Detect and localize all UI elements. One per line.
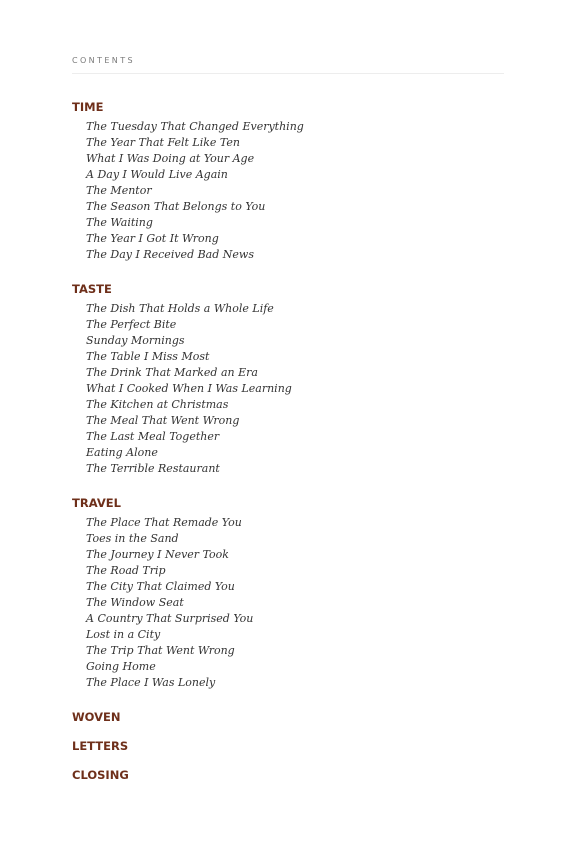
toc-entry[interactable]: The Terrible Restaurant [86,462,220,475]
toc-entry[interactable]: The Road Trip [86,564,166,577]
toc-entry[interactable]: The Table I Miss Most [86,350,210,363]
toc-entry[interactable]: The City That Claimed You [86,580,235,593]
toc-entry[interactable]: Eating Alone [86,446,158,459]
toc-entry[interactable]: The Place I Was Lonely [86,676,216,689]
section-title[interactable]: TRAVEL [72,496,121,510]
toc-entry[interactable]: What I Was Doing at Your Age [86,152,255,165]
toc-section-time [72,100,504,263]
toc-entry[interactable]: The Kitchen at Christmas [86,398,229,411]
toc-entry[interactable]: The Trip That Went Wrong [86,644,235,657]
toc-entry[interactable]: A Day I Would Live Again [86,168,228,181]
table-of-contents [72,100,504,797]
toc-section-woven [72,710,504,725]
section-title[interactable]: CLOSING [72,768,129,782]
section-entries [72,515,504,691]
section-title[interactable]: WOVEN [72,710,121,724]
section-entries [72,119,504,263]
heading-divider [72,73,504,74]
toc-entry[interactable]: The Year That Felt Like Ten [86,136,240,149]
contents-heading: CONTENTS [72,56,135,65]
section-title[interactable]: TIME [72,100,104,114]
toc-entry[interactable]: The Season That Belongs to You [86,200,266,213]
toc-entry[interactable]: The Drink That Marked an Era [86,366,258,379]
toc-entry[interactable]: What I Cooked When I Was Learning [86,382,292,395]
toc-entry[interactable]: A Country That Surprised You [86,612,254,625]
toc-entry[interactable]: The Waiting [86,216,153,229]
toc-entry[interactable]: The Perfect Bite [86,318,177,331]
toc-entry[interactable]: The Place That Remade You [86,516,242,529]
toc-entry[interactable]: The Year I Got It Wrong [86,232,219,245]
section-title[interactable]: LETTERS [72,739,129,753]
toc-section-taste [72,282,504,477]
toc-entry[interactable]: Going Home [86,660,156,673]
toc-entry[interactable]: The Mentor [86,184,152,197]
toc-entry[interactable]: The Day I Received Bad News [86,248,254,261]
toc-entry[interactable]: Sunday Mornings [86,334,185,347]
section-title[interactable]: TASTE [72,282,112,296]
toc-section-letters [72,739,504,754]
toc-section-travel [72,496,504,691]
toc-entry[interactable]: The Journey I Never Took [86,548,229,561]
toc-section-closing [72,768,504,783]
toc-entry[interactable]: The Meal That Went Wrong [86,414,240,427]
toc-entry[interactable]: Lost in a City [86,628,161,641]
section-entries [72,301,504,477]
toc-entry[interactable]: The Dish That Holds a Whole Life [86,302,274,315]
toc-entry[interactable]: Toes in the Sand [86,532,179,545]
toc-entry[interactable]: The Window Seat [86,596,184,609]
toc-entry[interactable]: The Tuesday That Changed Everything [86,120,304,133]
toc-entry[interactable]: The Last Meal Together [86,430,220,443]
